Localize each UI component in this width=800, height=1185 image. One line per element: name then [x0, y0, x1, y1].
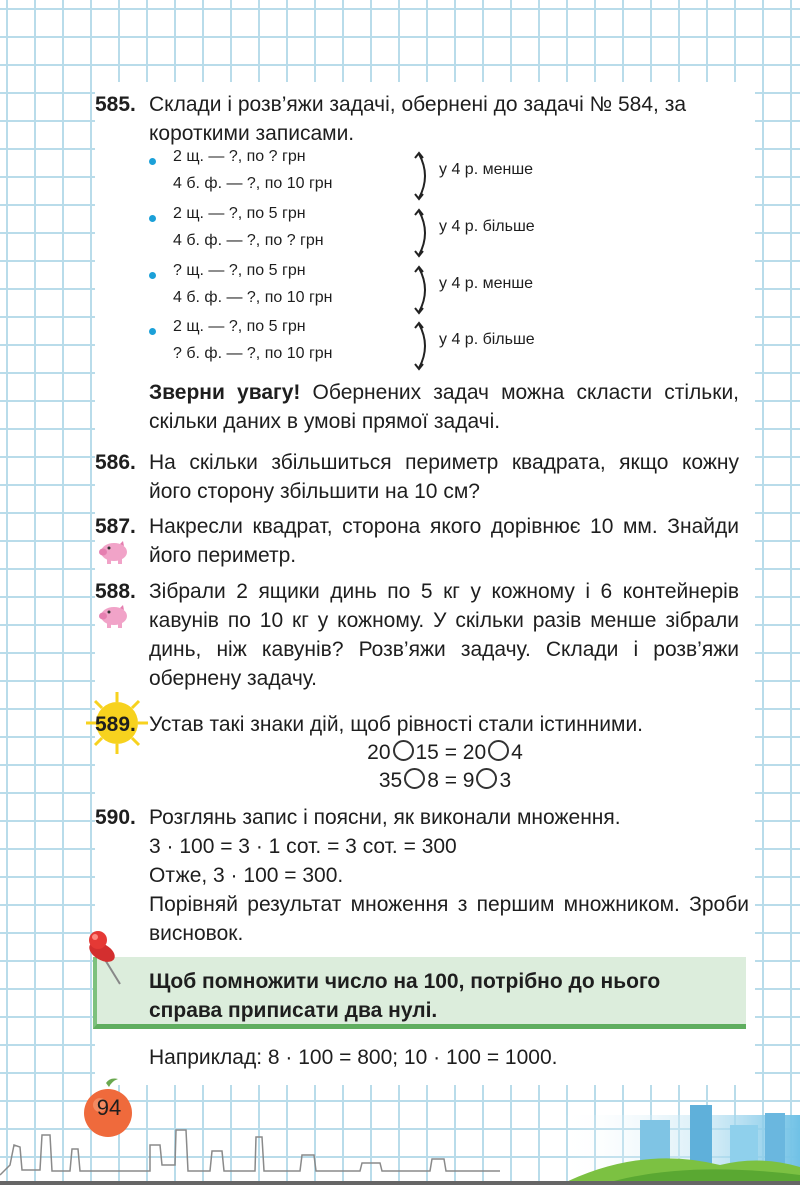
task-588 [95, 577, 755, 693]
task-number: 588. [95, 580, 136, 603]
task-line-1: Розглянь запис і поясни, як виконали множення. [149, 806, 621, 829]
record-line-1: 2 щ. — ?, по 5 грн [173, 205, 306, 222]
eq-part: 3 [499, 769, 512, 792]
task-number: 586. [95, 451, 136, 474]
bullet-icon [149, 272, 156, 279]
record-line-1: 2 щ. — ?, по ? грн [173, 148, 306, 165]
record-line-2: ? б. ф. — ?, по 10 грн [173, 345, 333, 362]
record-line-1: 2 щ. — ?, по 5 грн [173, 318, 306, 335]
comparison-text: у 4 р. менше [439, 275, 534, 292]
note-text: Обернених задач можна скласти стільки, скільки даних в умові прямої задачі. [149, 381, 740, 433]
note-block [149, 378, 739, 436]
pushpin-icon [82, 928, 130, 988]
example [149, 1043, 739, 1072]
curved-arrow-icon [413, 207, 435, 259]
equation-1 [115, 739, 775, 767]
task-number: 585. [95, 93, 136, 116]
short-record-4 [149, 318, 709, 374]
comparison-text: у 4 р. менше [439, 161, 534, 178]
bullet-icon [149, 215, 156, 222]
equation-2 [115, 767, 775, 795]
task-text: Склади і розв’яжи задачі, обернені до задачі № 584, за короткими записами. [149, 93, 687, 145]
comparison-text: у 4 р. більше [439, 331, 535, 348]
record-line-2: 4 б. ф. — ?, по 10 грн [173, 175, 333, 192]
task-587 [95, 512, 755, 570]
rule-box [93, 957, 746, 1029]
task-586 [95, 448, 755, 506]
short-record-1 [149, 148, 709, 204]
task-text: Зібрали 2 ящики динь по 5 кг у кожному і 6 контейнерів кавунів по 10 кг у кожному. У скільки разів менше зібрали динь, ніж кавунів? Розв’яжи задачу. Склади і розв’яжи обернену задачу. [149, 580, 739, 690]
eq-part: 8 = 9 [427, 769, 475, 792]
task-number: 590. [95, 806, 136, 829]
eq-part: 35 [378, 769, 403, 792]
short-record-3 [149, 262, 709, 318]
pig-icon [97, 540, 131, 564]
example-text: Наприклад: 8 · 100 = 800; 10 · 100 = 1000. [149, 1046, 558, 1069]
operator-blank[interactable] [404, 768, 425, 789]
task-text: Устав такі знаки дій, щоб рівності стали істинними. [149, 713, 644, 736]
operator-blank[interactable] [393, 740, 414, 761]
note-heading: Зверни увагу! [149, 381, 301, 404]
task-590 [95, 803, 755, 948]
bullet-icon [149, 158, 156, 165]
task-585 [95, 90, 755, 148]
task-line-4: Порівняй результат множення з першим множником. Зроби висновок. [149, 893, 749, 945]
eq-part: 4 [511, 741, 523, 764]
curved-arrow-icon [413, 320, 435, 372]
operator-blank[interactable] [476, 768, 497, 789]
bullet-icon [149, 328, 156, 335]
task-number: 589. [95, 713, 136, 736]
page-number: 94 [96, 1095, 122, 1120]
eq-part: 15 = 20 [415, 741, 487, 764]
pig-icon [97, 604, 131, 628]
operator-blank[interactable] [488, 740, 509, 761]
record-line-1: ? щ. — ?, по 5 грн [173, 262, 306, 279]
task-number: 587. [95, 515, 136, 538]
task-text: Накресли квадрат, сторона якого дорівнює 10 мм. Знайди його периметр. [149, 515, 739, 567]
comparison-text: у 4 р. більше [439, 218, 535, 235]
task-line-2: 3 · 100 = 3 · 1 сот. = 3 сот. = 300 [149, 835, 457, 858]
short-record-2 [149, 205, 709, 261]
rule-text: Щоб помножити число на 100, потрібно до нього справа приписати два нулі. [149, 970, 661, 1022]
curved-arrow-icon [413, 264, 435, 316]
task-line-3: Отже, 3 · 100 = 300. [149, 864, 344, 887]
record-line-2: 4 б. ф. — ?, по ? грн [173, 232, 324, 249]
task-text: На скільки збільшиться периметр квадрата, якщо кожну його сторону збільшити на 10 см? [149, 451, 739, 503]
record-line-2: 4 б. ф. — ?, по 10 грн [173, 289, 333, 306]
task-589 [95, 710, 755, 739]
bottom-border [0, 1181, 800, 1185]
eq-part: 20 [367, 741, 391, 764]
curved-arrow-icon [413, 150, 435, 202]
